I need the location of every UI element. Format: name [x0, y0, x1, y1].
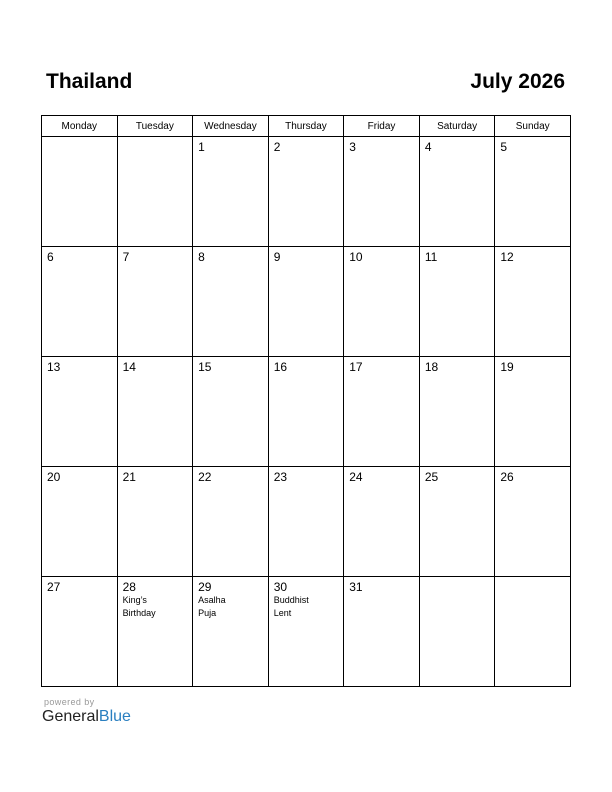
day-cell: [117, 357, 193, 467]
day-cell: [42, 137, 118, 247]
day-number: 17: [349, 360, 363, 374]
country-title: Thailand: [46, 70, 133, 93]
day-cell: [419, 577, 495, 687]
day-number: 31: [349, 580, 363, 594]
day-cell: [117, 577, 193, 687]
day-number: 29: [198, 580, 212, 594]
day-cell: [268, 357, 344, 467]
holiday-label: Buddhist Lent: [273, 595, 309, 618]
day-cell: [193, 577, 269, 687]
day-cell: [344, 137, 420, 247]
day-cell: [268, 467, 344, 577]
day-number: 28: [122, 580, 136, 594]
week-row: [42, 357, 571, 467]
month-title: July 2026: [470, 70, 565, 93]
day-number: 23: [273, 470, 288, 484]
day-cell: [193, 137, 269, 247]
day-cell: [419, 137, 495, 247]
day-cell: [193, 357, 269, 467]
day-number: 19: [500, 360, 514, 374]
weekday-friday: Friday: [344, 116, 420, 137]
day-number: 21: [122, 470, 136, 484]
day-cell: [344, 577, 420, 687]
powered-by-label: powered by: [44, 697, 95, 707]
weekday-sunday: Sunday: [495, 116, 571, 137]
day-cell: [495, 577, 571, 687]
day-number: 1: [198, 140, 205, 154]
holiday-label: King’s Birthday: [122, 595, 156, 618]
day-cell: [495, 467, 571, 577]
day-cell: [495, 357, 571, 467]
day-number: 10: [349, 250, 363, 264]
day-number: 12: [500, 250, 514, 264]
day-cell: [117, 137, 193, 247]
day-number: 4: [424, 140, 432, 154]
day-cell: [419, 357, 495, 467]
day-cell: [495, 247, 571, 357]
day-cell: [193, 247, 269, 357]
day-number: 30: [273, 580, 288, 594]
day-number: 9: [273, 250, 281, 264]
day-cell: [344, 467, 420, 577]
day-cell: [419, 467, 495, 577]
weekday-thursday: Thursday: [268, 116, 344, 137]
day-cell: [42, 467, 118, 577]
day-number: 2: [273, 140, 281, 154]
day-number: 16: [273, 360, 288, 374]
week-row: [42, 247, 571, 357]
day-number: 18: [424, 360, 439, 374]
day-number: 27: [47, 580, 61, 594]
week-row: [42, 137, 571, 247]
day-cell: [193, 467, 269, 577]
day-number: 7: [122, 250, 130, 264]
day-number: 24: [349, 470, 363, 484]
weekday-saturday: Saturday: [419, 116, 495, 137]
day-number: 20: [47, 470, 61, 484]
day-cell: [268, 577, 344, 687]
day-number: 11: [424, 250, 438, 264]
day-cell: [42, 577, 118, 687]
week-row: [42, 467, 571, 577]
weekday-wednesday: Wednesday: [193, 116, 269, 137]
day-number: 8: [198, 250, 205, 264]
day-cell: [495, 137, 571, 247]
day-number: 26: [500, 470, 514, 484]
day-number: 15: [198, 360, 212, 374]
week-row: [42, 577, 571, 687]
day-number: 25: [424, 470, 439, 484]
day-number: 22: [198, 470, 212, 484]
day-number: 6: [47, 250, 54, 264]
day-number: 14: [122, 360, 136, 374]
brand-blue: Blue: [98, 708, 131, 725]
weekday-header-row: [42, 116, 571, 137]
calendar-grid: [41, 115, 571, 687]
day-cell: [42, 247, 118, 357]
day-cell: [117, 467, 193, 577]
day-cell: [344, 247, 420, 357]
weekday-tuesday: Tuesday: [117, 116, 193, 137]
day-number: 13: [47, 360, 61, 374]
generalblue-logo: [42, 708, 131, 726]
day-number: 5: [500, 140, 508, 154]
day-cell: [42, 357, 118, 467]
day-cell: [117, 247, 193, 357]
day-cell: [419, 247, 495, 357]
day-number: 3: [349, 140, 356, 154]
weekday-monday: Monday: [42, 116, 118, 137]
holiday-label: Asalha Puja: [198, 595, 226, 618]
day-cell: [344, 357, 420, 467]
brand-general: General: [42, 708, 99, 725]
day-cell: [268, 137, 344, 247]
day-cell: [268, 247, 344, 357]
